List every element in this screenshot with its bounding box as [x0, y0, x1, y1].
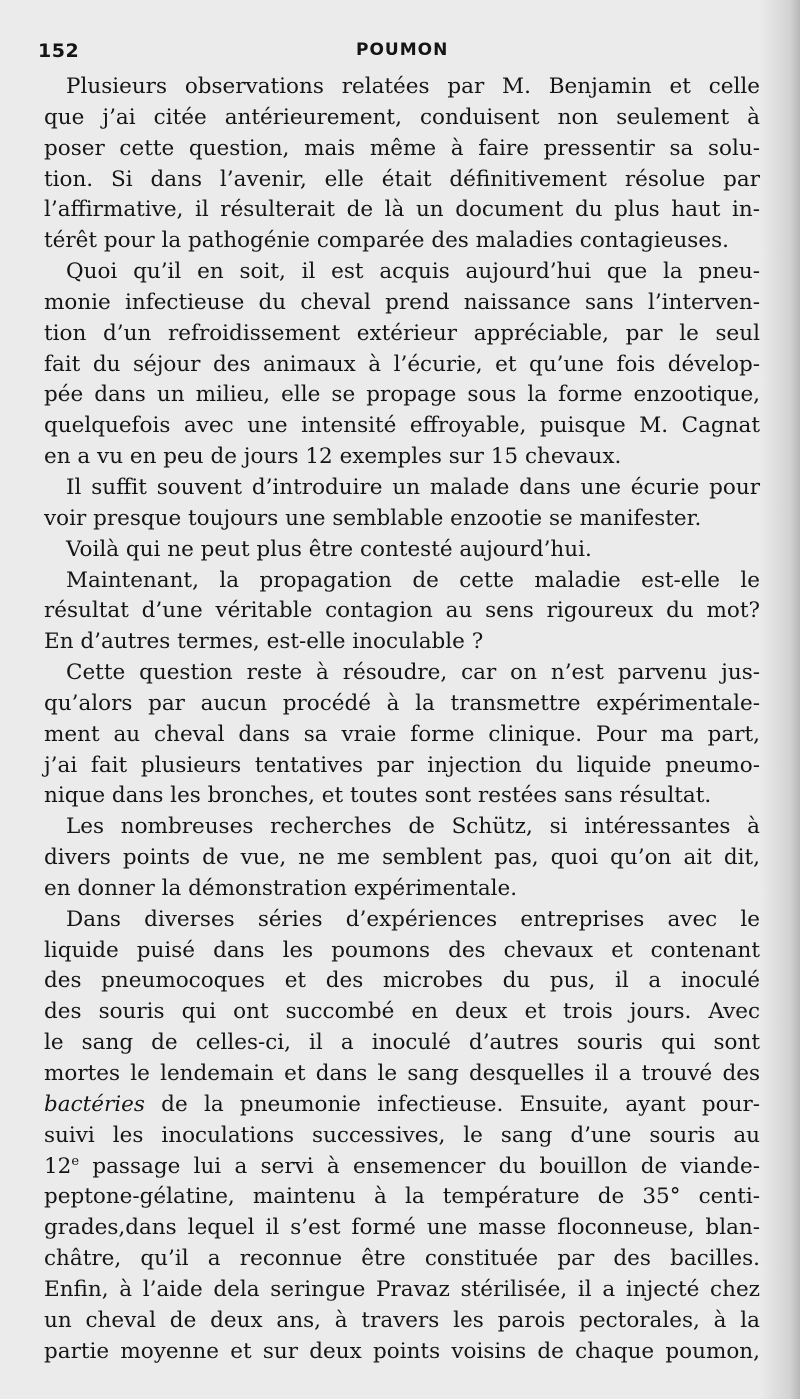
text-line: peptone-gélatine, maintenu à la température de 35° centi- [44, 1184, 760, 1210]
text-line: des pneumocoques et des microbes du pus, il a inoculé [44, 968, 760, 994]
text-line [44, 1090, 760, 1121]
text-line: un cheval de deux ans, à travers les parois pectorales, à la [44, 1307, 760, 1333]
text-line: fait du séjour des animaux à l’écurie, et qu’une fois dévelop- [44, 351, 760, 377]
text-line: Dans diverses séries d’expériences entreprises avec le [66, 906, 760, 932]
text-line: nique dans les bronches, et toutes sont restées sans résultat. [44, 783, 712, 809]
text-line [44, 1152, 760, 1183]
text-line: que j’ai citée antérieurement, conduisent non seulement à [44, 104, 760, 130]
text-line: Voilà qui ne peut plus être contesté aujourd’hui. [66, 536, 592, 562]
text-line: Cette question reste à résoudre, car on n’est parvenu jus- [66, 660, 760, 686]
text-line: Les nombreuses recherches de Schütz, si intéressantes à [66, 814, 760, 840]
text-line: résultat d’une véritable contagion au sens rigoureux du mot? [44, 598, 760, 624]
text-line: divers points de vue, ne me semblent pas, quoi qu’on ait dit, [44, 845, 760, 871]
text-line: monie infectieuse du cheval prend naissance sans l’interven- [44, 289, 760, 315]
page-number: 152 [38, 40, 80, 62]
superscript-text: e [71, 1153, 80, 1169]
text-line: mortes le lendemain et dans le sang desquelles il a trouvé des [44, 1061, 760, 1086]
text-line: des souris qui ont succombé en deux et trois jours. Avec [44, 999, 760, 1025]
text-line: ment au cheval dans sa vraie forme clinique. Pour ma part, [44, 721, 760, 747]
text-line: pée dans un milieu, elle se propage sous la forme enzootique, [44, 382, 760, 408]
text-line: j’ai fait plusieurs tentatives par injection du liquide pneumo- [44, 752, 760, 778]
text-line: le sang de celles-ci, il a inoculé d’autres souris qui sont [44, 1030, 760, 1056]
page-header [38, 40, 758, 66]
text-line: suivi les inoculations successives, le sang d’une souris au [44, 1122, 760, 1148]
text-line: tion d’un refroidissement extérieur appréciable, par le seul [44, 320, 760, 346]
italic-text: bactéries [44, 1091, 145, 1117]
text-line: châtre, qu’il a reconnue être constituée par des bacilles. [44, 1246, 760, 1272]
text-line: En d’autres termes, est-elle inoculable ? [44, 629, 484, 655]
text-segment: 12 [44, 1153, 72, 1179]
text-line: liquide puisé dans les poumons des chevaux et contenant [44, 937, 760, 963]
text-line: tion. Si dans l’avenir, elle était définitivement résolue par [44, 166, 760, 192]
text-segment: de la pneumonie infectieuse. Ensuite, ayant pour- [144, 1091, 760, 1117]
text-line: l’affirmative, il résulterait de là un document du plus haut in- [44, 197, 760, 223]
text-line: Maintenant, la propagation de cette maladie est-elle le [66, 567, 760, 593]
body-text [44, 72, 760, 1367]
text-line: en donner la démonstration expérimentale. [44, 875, 518, 901]
text-line: qu’alors par aucun procédé à la transmettre expérimentale- [44, 690, 760, 716]
text-line: Il suffit souvent d’introduire un malade dans une écurie pour [66, 474, 760, 500]
text-line: Plusieurs observations relatées par M. Benjamin et celle [66, 74, 760, 99]
text-line: quelquefois avec une intensité effroyable, puisque M. Cagnat [44, 413, 760, 439]
running-head: POUMON [356, 40, 449, 60]
text-segment: passage lui a servi à ensemencer du bouillon de viande- [79, 1153, 760, 1179]
text-line: grades,dans lequel il s’est formé une masse floconneuse, blan- [44, 1215, 760, 1241]
text-line: en a vu en peu de jours 12 exemples sur 15 chevaux. [44, 444, 622, 470]
text-line: poser cette question, mais même à faire pressentir sa solu- [44, 135, 760, 161]
text-line: partie moyenne et sur deux points voisins de chaque poumon, [44, 1338, 760, 1364]
text-line: Enfin, à l’aide dela seringue Pravaz stérilisée, il a injecté chez [44, 1276, 760, 1302]
text-line: voir presque toujours une semblable enzootie se manifester. [44, 505, 702, 531]
text-line: Quoi qu’il en soit, il est acquis aujourd’hui que la pneu- [66, 259, 760, 285]
text-line: térêt pour la pathogénie comparée des maladies contagieuses. [44, 228, 729, 254]
